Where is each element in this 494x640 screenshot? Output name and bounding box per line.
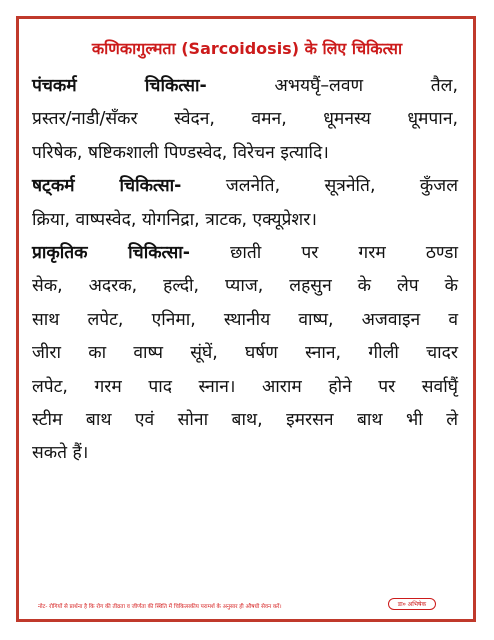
line-8: साथ लपेट, एनिमा, स्थानीय वाष्प, अजवाइन व bbox=[32, 309, 458, 330]
line-10: लपेट, गरम पाद स्नान। आराम होने पर सर्वाघृैं bbox=[32, 376, 458, 397]
author-badge: डा० अभिषेक bbox=[388, 598, 436, 610]
section-heading-panchakarma: पंचकर्म चिकित्सा- bbox=[32, 76, 207, 96]
prakritik-text-1: छाती पर गरम ठण्डा bbox=[230, 242, 458, 263]
shatkarma-text-1: जलनेति, सूत्रनेति, कुँजल bbox=[225, 176, 458, 197]
line-9: जीरा का वाष्प सूंघें, घर्षण स्नान, गीली चादर bbox=[32, 343, 458, 364]
line-1 bbox=[32, 70, 458, 103]
document-body bbox=[32, 70, 458, 471]
line-5: क्रिया, वाष्पस्वेद, योगनिद्रा, त्राटक, एक्यूप्रेशर। bbox=[32, 209, 317, 230]
line-12: सकते हैं। bbox=[32, 443, 89, 464]
line-6 bbox=[32, 237, 458, 270]
line-11: स्टीम बाथ एवं सोना बाथ, इमरसन बाथ भी ले bbox=[32, 409, 458, 430]
line-4 bbox=[32, 170, 458, 203]
page-title: कणिकागुल्मता (Sarcoidosis) के लिए चिकित्सा bbox=[91, 39, 403, 58]
panchakarma-text-1: अभयघृैं–लवण तैल, bbox=[274, 76, 459, 96]
line-2: प्रस्तर/नाडी/सँकर स्वेदन, वमन, धूमनस्य धूमपान, bbox=[32, 109, 458, 130]
line-3: परिषेक, षष्टिकशाली पिण्डस्वेद, विरेचन इत्यादि। bbox=[32, 142, 329, 163]
footer-note: नोट- रोगियों से प्रार्थना है कि रोग की तीव्रता व जीर्णता की स्थिति में चिकित्सकीय परामर्श के अनुसार ही औषधी सेवन करें। bbox=[38, 604, 282, 610]
line-7: सेक, अदरक, हल्दी, प्याज, लहसुन के लेप के bbox=[32, 276, 458, 297]
section-heading-shatkarma: षट्कर्म चिकित्सा- bbox=[32, 176, 182, 197]
section-heading-prakritik: प्राकृतिक चिकित्सा- bbox=[32, 242, 191, 263]
